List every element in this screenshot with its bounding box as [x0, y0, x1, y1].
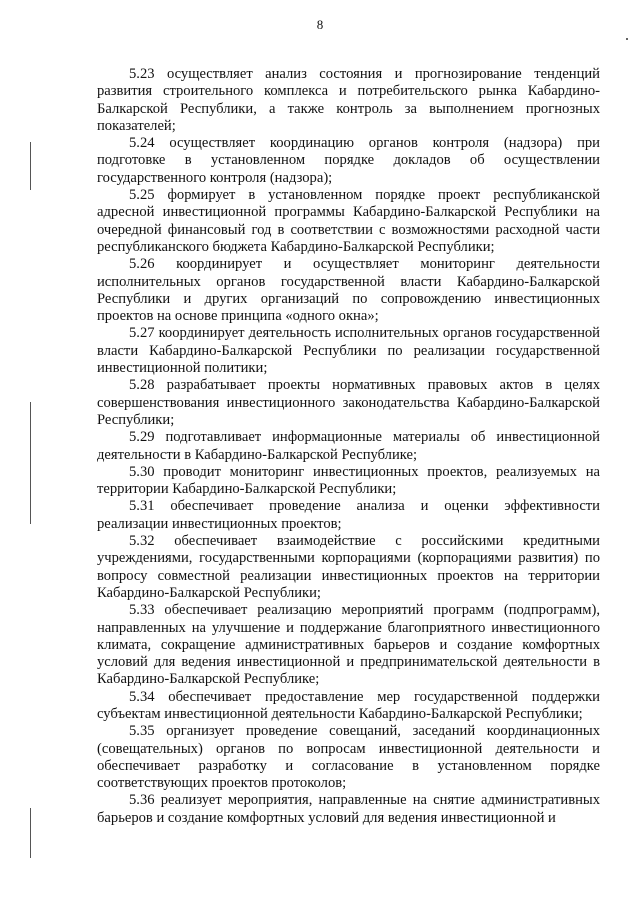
paragraph-5-33: 5.33 обеспечивает реализацию мероприятий программ (подпрограмм), направленных на улучшение и поддержание благоприятного инвестиционного климата, сокращение административных барьеров и создание комфортных условий для ведения инвестиционной и предпринимательской деятельности в Кабардино-Балкарской Республике; — [97, 602, 600, 688]
margin-revision-bar — [30, 142, 31, 190]
paragraph-5-24: 5.24 осуществляет координацию органов контроля (надзора) при подготовке в установленном порядке докладов об осуществлении государственного контроля (надзора); — [97, 135, 600, 186]
paragraph-5-31: 5.31 обеспечивает проведение анализа и оценки эффективности реализации инвестиционных проектов; — [97, 498, 600, 532]
paragraph-5-28: 5.28 разрабатывает проекты нормативных правовых актов в целях совершенствования инвестиционного законодательства Кабардино-Балкарской Республики; — [97, 377, 600, 428]
paragraph-5-35: 5.35 организует проведение совещаний, заседаний координационных (совещательных) органов по вопросам инвестиционной деятельности и обеспечивает разработку и согласование в установленном порядке соответствующих проектов протоколов; — [97, 723, 600, 792]
scan-speck — [626, 38, 628, 40]
paragraph-5-25: 5.25 формирует в установленном порядке проект республиканской адресной инвестиционной программы Кабардино-Балкарской Республики на очередной финансовый год в соответствии с возможностями расходной части республиканского бюджета Кабардино-Балкарской Республики; — [97, 187, 600, 255]
paragraph-5-27: 5.27 координирует деятельность исполнительных органов государственной власти Кабардино-Балкарской Республики по реализации государственной инвестиционной политики; — [97, 325, 600, 377]
page-number: 8 — [316, 17, 324, 32]
paragraph-5-36: 5.36 реализует мероприятия, направленные на снятие административных барьеров и создание комфортных условий для ведения инвестиционной и — [97, 792, 600, 826]
margin-revision-bar — [30, 402, 31, 524]
paragraph-5-26: 5.26 координирует и осуществляет мониторинг деятельности исполнительных органов государственной власти Кабардино-Балкарской Республики и других организаций по сопровождению инвестиционных проектов на основе принципа «одного окна»; — [97, 256, 600, 325]
paragraph-5-23: 5.23 осуществляет анализ состояния и прогнозирование тенденций развития строительного комплекса и потребительского рынка Кабардино-Балкарской Республики, а также контроль за выполнением прогнозных показателей; — [97, 66, 600, 134]
paragraph-5-30: 5.30 проводит мониторинг инвестиционных проектов, реализуемых на территории Кабардино-Балкарской Республики; — [97, 463, 600, 498]
margin-revision-bar — [30, 808, 31, 858]
document-body — [97, 66, 600, 827]
paragraph-5-29: 5.29 подготавливает информационные материалы об инвестиционной деятельности в Кабардино-Балкарской Республике; — [97, 429, 600, 463]
paragraph-5-34: 5.34 обеспечивает предоставление мер государственной поддержки субъектам инвестиционной деятельности Кабардино-Балкарской Республики; — [97, 688, 600, 722]
paragraph-5-32: 5.32 обеспечивает взаимодействие с российскими кредитными учреждениями, государственными корпорациями (корпорациями развития) по вопросу совместной реализации инвестиционных проектов на территории Кабардино-Балкарской Республики; — [97, 533, 600, 601]
